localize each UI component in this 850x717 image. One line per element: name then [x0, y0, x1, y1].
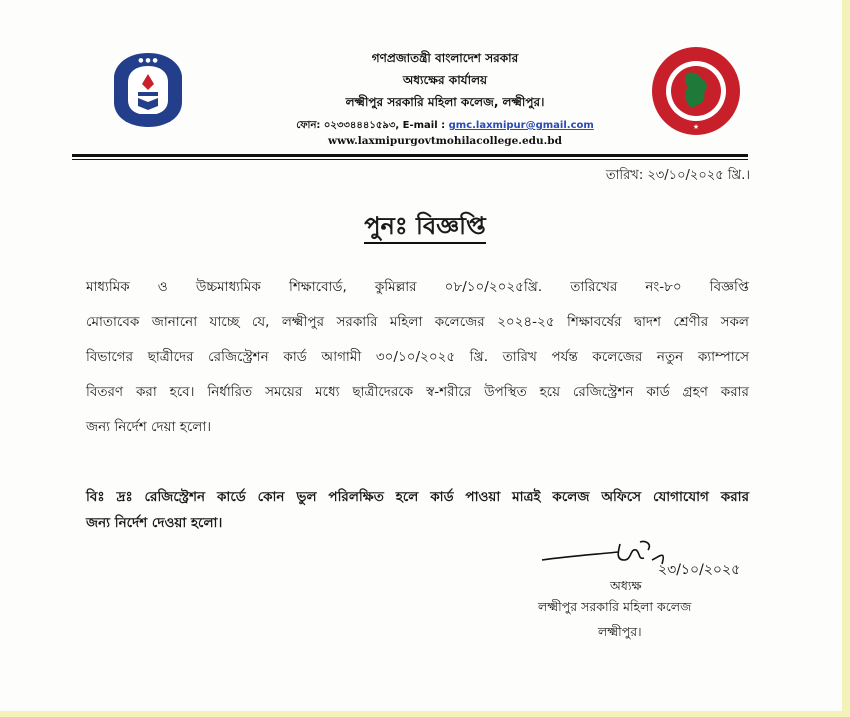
body-line-4: বিতরণ করা হবে। নির্ধারিত সময়ের মধ্যে ছাত্রীদেরকে স্ব-শরীরে উপস্থিত হয়ে রেজিস্ট্রেশন কার্ড গ্রহণ করার: [86, 384, 749, 400]
phone-label: ফোন: ০২৩৩৪৪৪১৫৯৩, E-mail :: [296, 120, 446, 131]
page-edge-bottom: [0, 711, 850, 717]
signatory-title: অধ্যক্ষ: [610, 578, 642, 593]
body-line-2: মোতাবেক জানানো যাচ্ছে যে, লক্ষ্মীপুর সরকারি মহিলা কলেজের ২০২৪-২৫ শিক্ষাবর্ষের দ্বাদশ শ্রেণীর সকল: [86, 314, 749, 330]
body-line-1: মাধ্যমিক ও উচ্চমাধ্যমিক শিক্ষাবোর্ড, কুমিল্লার ০৮/১০/২০২৫খ্রি. তারিখের নং-৮০ বিজ্ঞপ্তি: [86, 279, 749, 295]
body-line-5: জন্য নির্দেশ দেয়া হলো।: [86, 419, 212, 435]
notice-heading: [300, 208, 550, 248]
header-college-name: লক্ষ্মীপুর সরকারি মহিলা কলেজ, লক্ষ্মীপুর।: [345, 95, 545, 109]
svg-text:★: ★: [692, 123, 700, 131]
body-line-3: বিভাগের ছাত্রীদের রেজিস্ট্রেশন কার্ড আগামী ৩০/১০/২০২৫ খ্রি. তারিখ পর্যন্ত কলেজের নতুন ক্যাম্পাসে: [86, 349, 749, 365]
notice-date: তারিখ: ২৩/১০/২০২৫ খ্রি.।: [605, 168, 750, 183]
header-divider: [72, 154, 748, 157]
signatory-place: লক্ষ্মীপুর।: [598, 624, 642, 639]
header-contact: [210, 118, 680, 135]
signature-date: ২৩/১০/২০২৫: [658, 562, 740, 578]
college-logo: [108, 50, 188, 130]
note-line-2: জন্য নির্দেশ দেওয়া হলো।: [86, 515, 223, 531]
notice-heading-text: পুনঃ বিজ্ঞপ্তি: [364, 212, 486, 244]
page-edge-right: [842, 0, 850, 717]
email-link[interactable]: gmc.laxmipur@gmail.com: [448, 120, 594, 131]
header-divider-thin: [72, 159, 748, 160]
website-link[interactable]: www.laxmipurgovtmohilacollege.edu.bd: [328, 135, 562, 147]
svg-text:● ● ●: ● ● ●: [138, 57, 158, 64]
signatory-org: লক্ষ্মীপুর সরকারি মহিলা কলেজ: [538, 599, 692, 614]
header-government: গণপ্রজাতন্ত্রী বাংলাদেশ সরকার: [371, 51, 519, 65]
header-office: অধ্যক্ষের কার্যালয়: [402, 73, 488, 87]
note-line-1: বিঃ দ্রঃ রেজিস্ট্রেশন কার্ডে কোন ভুল পরিলক্ষিত হলে কার্ড পাওয়া মাত্রই কলেজ অফিসে যোগাযোগ করার: [86, 489, 749, 505]
